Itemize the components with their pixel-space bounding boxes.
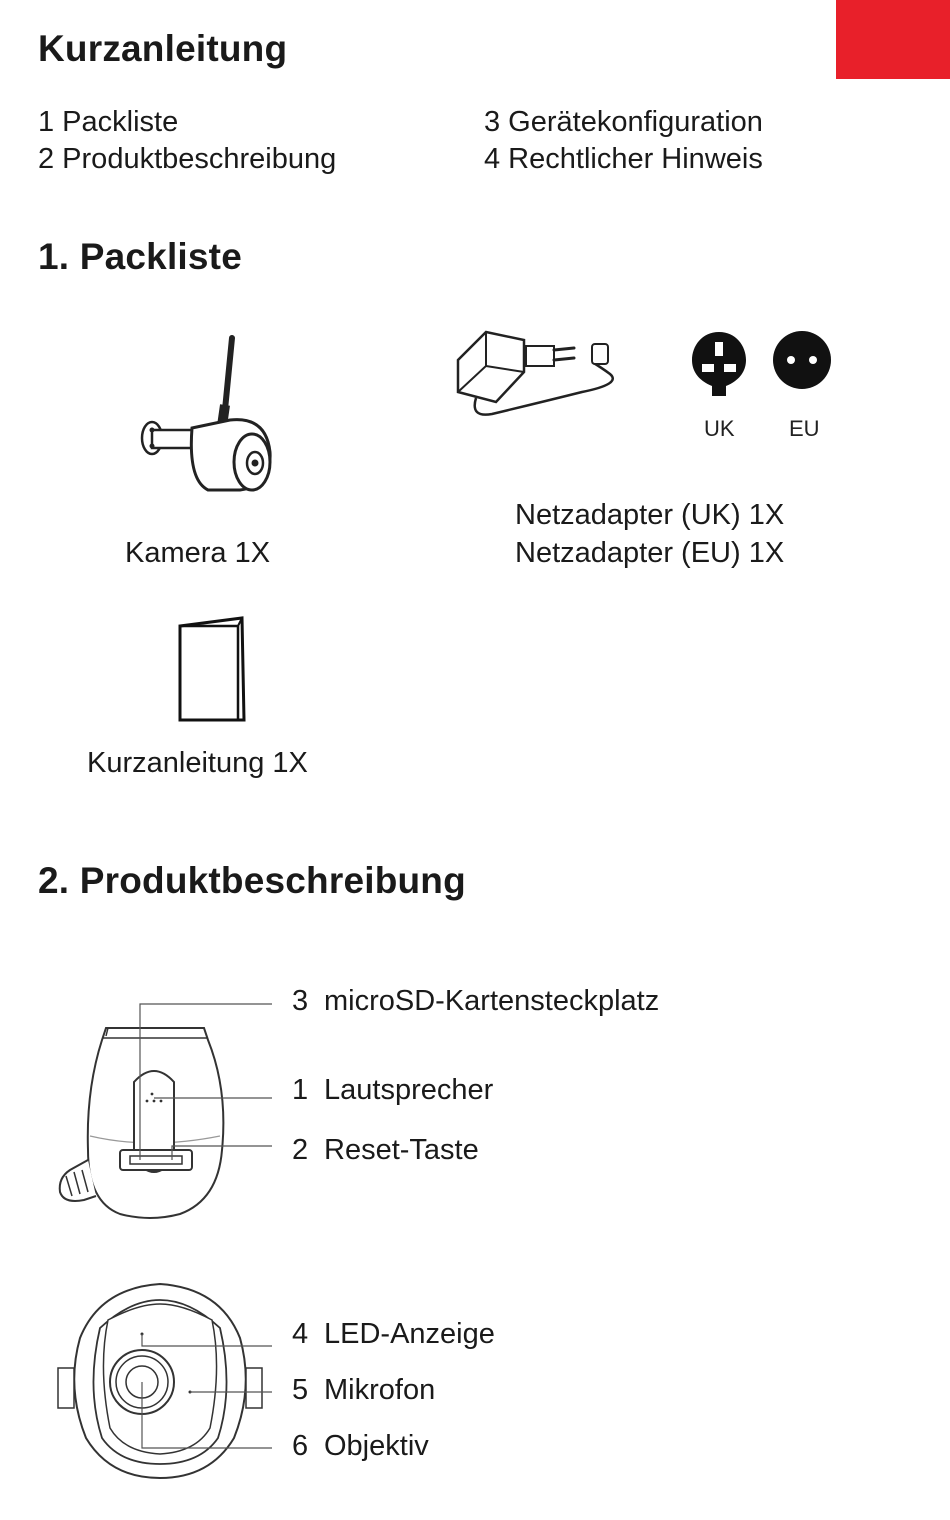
uk-plug-icon <box>690 330 750 400</box>
toc-item-3: 3 Gerätekonfiguration <box>484 106 763 138</box>
callout-lens: 6 Objektiv <box>292 1430 429 1462</box>
callout-microsd-slot: 3 microSD-Kartensteckplatz <box>292 985 660 1017</box>
toc-item-2: 2 Produktbeschreibung <box>38 143 337 175</box>
section-heading-packliste: 1. Packliste <box>38 236 242 277</box>
corner-accent-tab <box>836 0 950 79</box>
booklet-icon <box>176 616 250 724</box>
camera-illustration <box>130 330 290 500</box>
eu-plug-icon <box>772 330 832 390</box>
page-title: Kurzanleitung <box>38 28 288 69</box>
callout-speaker: 1 Lautsprecher <box>292 1074 494 1106</box>
callout-led-indicator: 4 LED-Anzeige <box>292 1318 495 1350</box>
adapter-uk-label: Netzadapter (UK) 1X <box>515 499 785 531</box>
guide-label: Kurzanleitung 1X <box>87 747 308 779</box>
camera-label: Kamera 1X <box>125 537 271 569</box>
callout-reset-button: 2 Reset-Taste <box>292 1134 479 1166</box>
power-adapter-illustration <box>452 322 632 432</box>
uk-plug-label: UK <box>704 416 735 441</box>
toc-item-4: 4 Rechtlicher Hinweis <box>484 143 763 175</box>
camera-front-view-illustration <box>50 1278 290 1478</box>
section-heading-produktbeschreibung: 2. Produktbeschreibung <box>38 860 466 901</box>
camera-back-view-illustration <box>50 990 290 1230</box>
adapter-eu-label: Netzadapter (EU) 1X <box>515 537 785 569</box>
toc-item-1: 1 Packliste <box>38 106 179 138</box>
callout-microphone: 5 Mikrofon <box>292 1374 436 1406</box>
eu-plug-label: EU <box>789 416 820 441</box>
